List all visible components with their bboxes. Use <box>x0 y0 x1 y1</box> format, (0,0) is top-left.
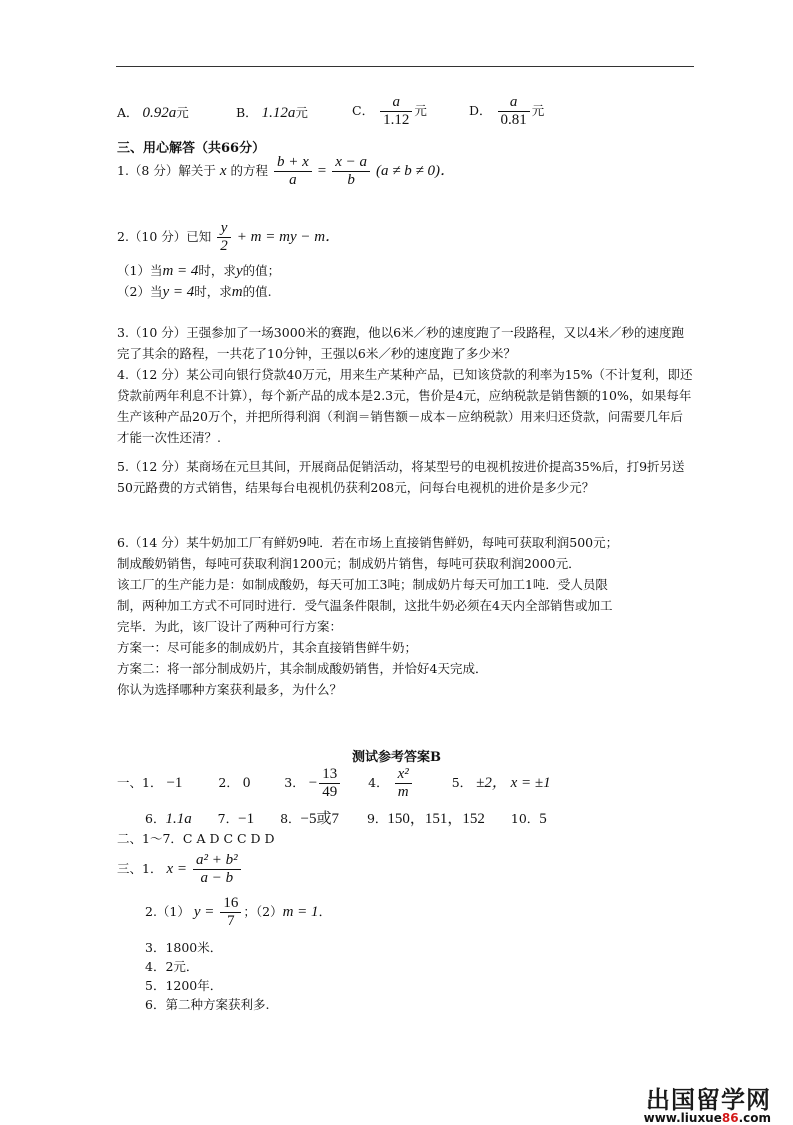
question-2-part-2: （2）当y = 4时，求m的值. <box>117 284 272 300</box>
site-watermark-logo <box>644 1080 771 1125</box>
watermark-url: www.liuxue86.com <box>643 1111 771 1125</box>
question-3: 3.（10 分）王强参加了一场3000米的赛跑，他以6米／秒的速度跑了一段路程，又以4米／秒的速度跑完了其余的路程，一共花了10分钟，王强以6米／秒的速度跑了多少米？ <box>117 325 685 361</box>
question-6-line-3: 该工厂的生产能力是：如制成酸奶，每天可加工3吨；制成奶片每天可加工1吨．受人员限 <box>117 577 608 592</box>
header-rule <box>116 66 694 67</box>
question-6-line-6: 方案一：尽可能多的制成奶片，其余直接销售鲜牛奶； <box>117 640 418 655</box>
answers-section-1-row-1: 一、1． −1 2． 0 3． − $\frac{13}{49}$ 4． $\frac{\text{x²}}{m}$ 5． ±2， x = ±1 <box>117 766 551 800</box>
answers-section-2: 二、1～7．C A D C C D D <box>117 831 275 846</box>
question-6-line-8: 你认为选择哪种方案获利最多，为什么？ <box>117 682 343 697</box>
question-6-line-4: 制，两种加工方式不可同时进行．受气温条件限制，这批牛奶必须在4天内全部销售或加工 <box>117 598 613 613</box>
answers-section-3-item-3: 3．1800米． <box>145 940 223 955</box>
question-6-line-1: 6.（14 分）某牛奶加工厂有鲜奶9吨．若在市场上直接销售鲜奶，每吨可获取利润500元； <box>117 535 619 550</box>
choice-b: B． 1.12a元 <box>236 105 308 121</box>
answers-section-3-item-6: 6．第二种方案获利多. <box>145 997 270 1012</box>
answers-section-1-row-2: 6．1.1a 7．−1 8．−5或7 9．150，151，152 10．5 <box>145 811 547 827</box>
section-heading: 三、用心解答（共66分） <box>117 141 266 156</box>
question-5: 5.（12 分）某商场在元旦其间，开展商品促销活动，将某型号的电视机按进价提高35%后，打9折另送50元路费的方式销售，结果每台电视机仍获利208元，问每台电视机的进价是多少元？ <box>117 459 685 495</box>
question-4: 4.（12 分）某公司向银行贷款40万元，用来生产某种产品，已知该贷款的利率为15%（不计复利，即还贷款前两年利息不计算），每个新产品的成本是2.3元，售价是4元，应纳税款是销售额的10%，如果每年生产该种产品20万个，并把所得利润（利润＝销售额－成本－应纳税款）用来归还贷款，问需要几年后才能一次性还清？. <box>117 367 693 445</box>
question-6-line-5: 完毕．为此，该厂设计了两种可行方案： <box>117 619 343 634</box>
choice-c: C． $\frac{a}{1.12}$ 元 <box>352 94 427 128</box>
answers-section-3-item-5: 5．1200年． <box>145 978 223 993</box>
question-1: 1.（8 分）解关于 x 的方程 $\frac{b + x}{a}$ = $\frac{x - a}{b}$ (a ≠ b ≠ 0)． <box>117 154 455 188</box>
answers-section-3-item-4: 4．2元． <box>145 959 199 974</box>
watermark-text: 出国留学网 <box>646 1086 771 1114</box>
answers-title: 测试参考答案B <box>352 750 441 765</box>
answers-section-3-item-1: 三、1． x = $\frac{\text{a² + b²}}{a - b}$ <box>117 852 243 887</box>
choice-d: D． $\frac{a}{0.81}$ 元 <box>469 94 545 128</box>
question-6-line-2: 制成酸奶销售，每吨可获取利润1200元；制成奶片销售，每吨可获取利润2000元． <box>117 556 581 571</box>
question-6-line-7: 方案二：将一部分制成奶片，其余制成酸奶销售，并恰好4天完成． <box>117 661 488 676</box>
answers-section-3-item-2: 2.（1） y = $\frac{16}{7}$ ；（2）m = 1． <box>145 895 332 929</box>
choice-a: A． 0.92a元 <box>117 105 189 121</box>
question-2-part-1: （1）当m = 4时，求y的值； <box>117 263 281 279</box>
question-2: 2.（10 分）已知 $\frac{y}{2}$ + m = my − m． <box>117 220 341 254</box>
